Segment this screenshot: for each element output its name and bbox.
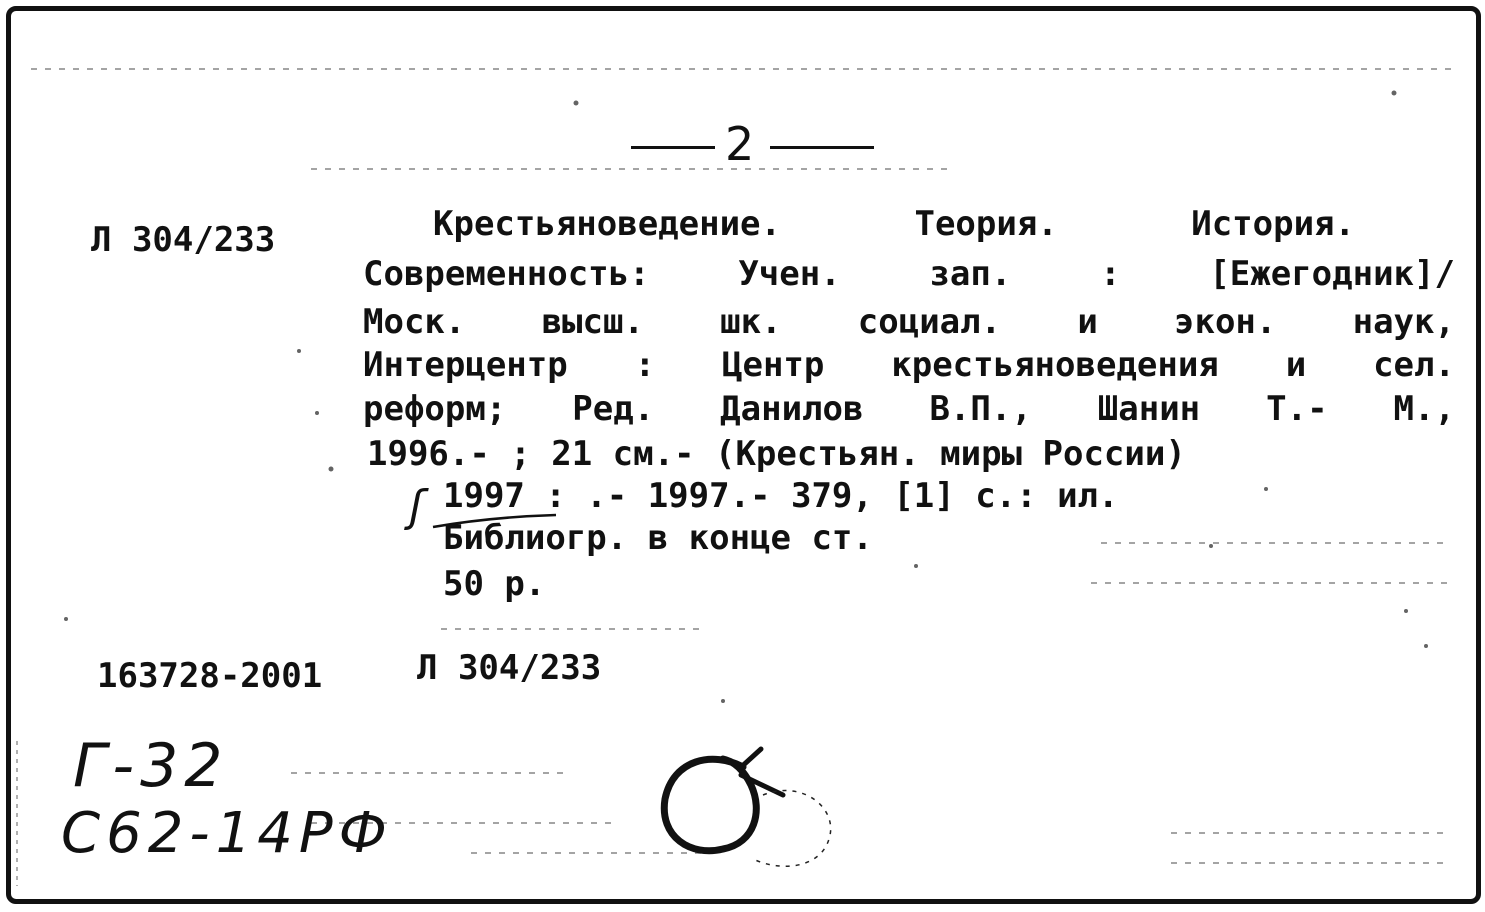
note-line: Библиогр. в конце ст. — [443, 518, 873, 558]
volume-line: 1997 : .- 1997.- 379, [1] с.: ил. — [443, 476, 1119, 516]
handwritten-bracket-mark: ʃ — [409, 481, 424, 532]
circle-stamp-mark — [643, 739, 843, 879]
handwritten-code-2: С62-14РФ — [61, 801, 393, 866]
handwritten-code-1: Г-32 — [73, 731, 229, 801]
page-number: 2 — [631, 117, 874, 171]
title-line-1: Крестьяноведение. Теория. История. — [433, 204, 1355, 244]
title-line-5: реформ; Ред. Данилов В.П., Шанин Т.- М., — [363, 389, 1455, 429]
title-line-4: Интерцентр : Центр крестьяноведения и сел. — [363, 345, 1455, 385]
price: 50 р. — [443, 564, 546, 604]
title-line-3: Моск. высш. шк. социал. и экон. наук, — [363, 302, 1455, 342]
shelfmark-top: Л 304/233 — [91, 220, 276, 260]
shelfmark-bottom: Л 304/233 — [417, 648, 602, 688]
title-line-6: 1996.- ; 21 см.- (Крестьян. миры России) — [367, 434, 1186, 474]
accession-number: 163728-2001 — [97, 656, 323, 696]
catalog-card — [6, 6, 1481, 904]
title-line-2: Современность: Учен. зап. : [Ежегодник]/ — [363, 254, 1455, 294]
